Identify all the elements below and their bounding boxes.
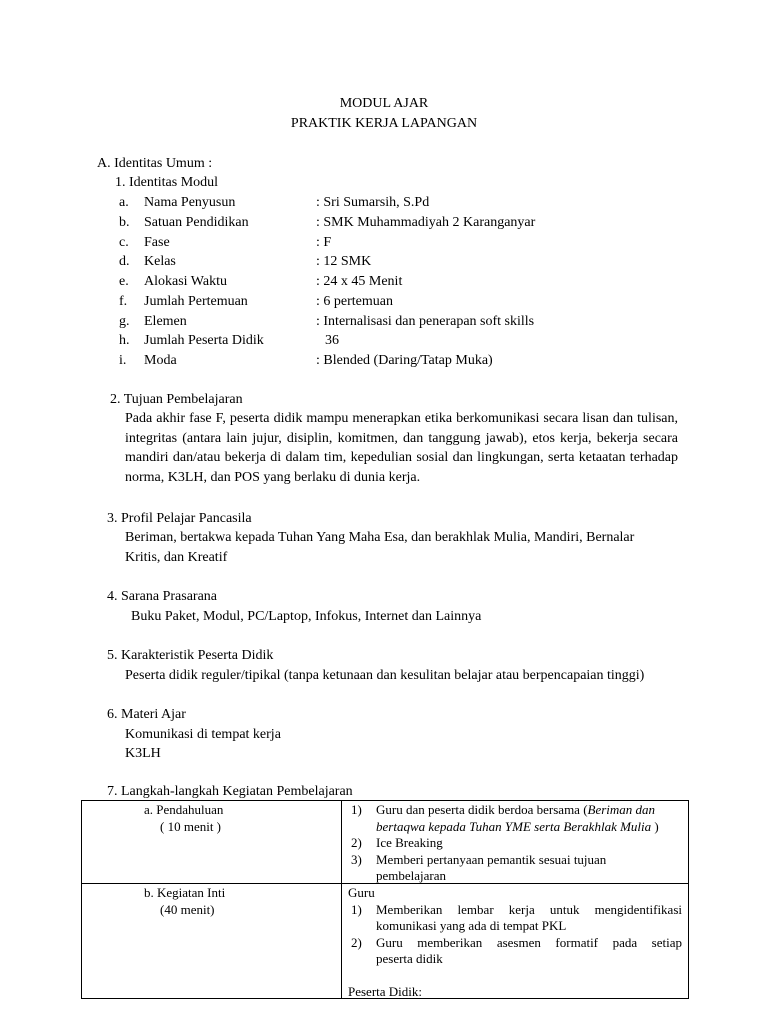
pendahuluan-item-italic: Beriman dan: [587, 802, 656, 817]
inti-item-number: 2): [351, 935, 362, 950]
sarana-text: Buku Paket, Modul, PC/Laptop, Infokus, Internet dan Lainnya: [131, 609, 482, 624]
identitas-value: : 6 pertemuan: [316, 294, 393, 309]
profil-heading: 3. Profil Pelajar Pancasila: [107, 511, 252, 526]
section-a-heading: A. Identitas Umum :: [97, 156, 213, 171]
identitas-label: Nama Penyusun: [144, 195, 236, 210]
identitas-value: 36: [325, 333, 339, 348]
identitas-value: : Blended (Daring/Tatap Muka): [316, 353, 493, 368]
pendahuluan-item-text: Ice Breaking: [376, 835, 443, 850]
pendahuluan-item-number: 2): [351, 835, 362, 850]
inti-item-text: Guru memberikan asesmen formatif pada setiap: [376, 935, 682, 950]
identitas-letter: b.: [119, 215, 130, 230]
identitas-modul-heading: 1. Identitas Modul: [115, 175, 219, 190]
identitas-label: Jumlah Peserta Didik: [144, 333, 264, 348]
document-subtitle: PRAKTIK KERJA LAPANGAN: [290, 116, 478, 131]
identitas-letter: e.: [119, 274, 129, 289]
identitas-label: Satuan Pendidikan: [144, 215, 249, 230]
identitas-value: : F: [316, 235, 332, 250]
langkah-heading: 7. Langkah-langkah Kegiatan Pembelajaran: [107, 784, 353, 799]
pendahuluan-item-text: pembelajaran: [376, 868, 447, 883]
inti-time: (40 menit): [160, 902, 215, 917]
identitas-label: Alokasi Waktu: [144, 274, 227, 289]
materi-heading: 6. Materi Ajar: [107, 707, 186, 722]
materi-line: Komunikasi di tempat kerja: [125, 727, 281, 742]
pendahuluan-item-text-part: Guru dan peserta didik berdoa bersama (: [376, 802, 588, 817]
tujuan-heading: 2. Tujuan Pembelajaran: [110, 392, 243, 407]
karakteristik-text: Peserta didik reguler/tipikal (tanpa ketunaan dan kesulitan belajar atau berpencapaian tinggi): [125, 668, 645, 683]
pendahuluan-item-text: [376, 802, 655, 818]
identitas-value: : Sri Sumarsih, S.Pd: [316, 195, 430, 210]
identitas-label: Moda: [144, 353, 177, 368]
profil-line: Kritis, dan Kreatif: [125, 550, 228, 565]
pendahuluan-item-number: 3): [351, 852, 362, 867]
identitas-letter: a.: [119, 195, 129, 210]
inti-item-text: komunikasi yang ada di tempat PKL: [376, 918, 567, 933]
pendahuluan-label: a. Pendahuluan: [144, 802, 224, 817]
identitas-value: : 12 SMK: [316, 254, 372, 269]
inti-peserta-label: Peserta Didik:: [348, 984, 423, 999]
tujuan-paragraph: Pada akhir fase F, peserta didik mampu menerapkan etika berkomunikasi secara lisan dan tulisan, integritas (antara lain jujur, disiplin, komitmen, dan tanggung jawab), etos kerja, bekerja secara mandiri dan/atau bekerja di dalam tim, kepedulian sosial dan lingkungan, serta ketaatan terhadap norma, K3LH, dan POS yang berlaku di dunia kerja.: [125, 411, 678, 485]
profil-line: Beriman, bertakwa kepada Tuhan Yang Maha Esa, dan berakhlak Mulia, Mandiri, Bernalar: [125, 530, 635, 545]
materi-line: K3LH: [125, 746, 161, 761]
pendahuluan-item-text-part: ): [651, 819, 659, 834]
identitas-letter: c.: [119, 235, 129, 250]
identitas-letter: d.: [119, 254, 130, 269]
inti-guru-label: Guru: [348, 885, 375, 900]
table-column-divider: [341, 800, 342, 999]
identitas-letter: i.: [119, 353, 127, 368]
pendahuluan-item-text-cont: [376, 819, 659, 835]
identitas-label: Kelas: [144, 254, 176, 269]
pendahuluan-item-text: Memberi pertanyaan pemantik sesuai tujuan: [376, 852, 607, 867]
pendahuluan-time: ( 10 menit ): [160, 819, 222, 834]
identitas-value: : 24 x 45 Menit: [316, 274, 403, 289]
identitas-label: Jumlah Pertemuan: [144, 294, 248, 309]
identitas-letter: f.: [119, 294, 128, 309]
inti-item-text: peserta didik: [376, 951, 443, 966]
identitas-value: : SMK Muhammadiyah 2 Karanganyar: [316, 215, 536, 230]
identitas-label: Fase: [144, 235, 170, 250]
karakteristik-heading: 5. Karakteristik Peserta Didik: [107, 648, 274, 663]
inti-item-text: Memberikan lembar kerja untuk mengidentifikasi: [376, 902, 682, 917]
document-title: MODUL AJAR: [339, 96, 429, 111]
inti-label: b. Kegiatan Inti: [144, 885, 226, 900]
inti-item-number: 1): [351, 902, 362, 917]
pendahuluan-item-number: 1): [351, 802, 362, 817]
sarana-heading: 4. Sarana Prasarana: [107, 589, 218, 604]
pendahuluan-item-italic: bertaqwa kepada Tuhan YME serta Berakhlak Mulia: [376, 819, 652, 834]
identitas-value: : Internalisasi dan penerapan soft skills: [316, 314, 535, 329]
identitas-letter: g.: [119, 314, 130, 329]
identitas-letter: h.: [119, 333, 130, 348]
identitas-label: Elemen: [144, 314, 187, 329]
